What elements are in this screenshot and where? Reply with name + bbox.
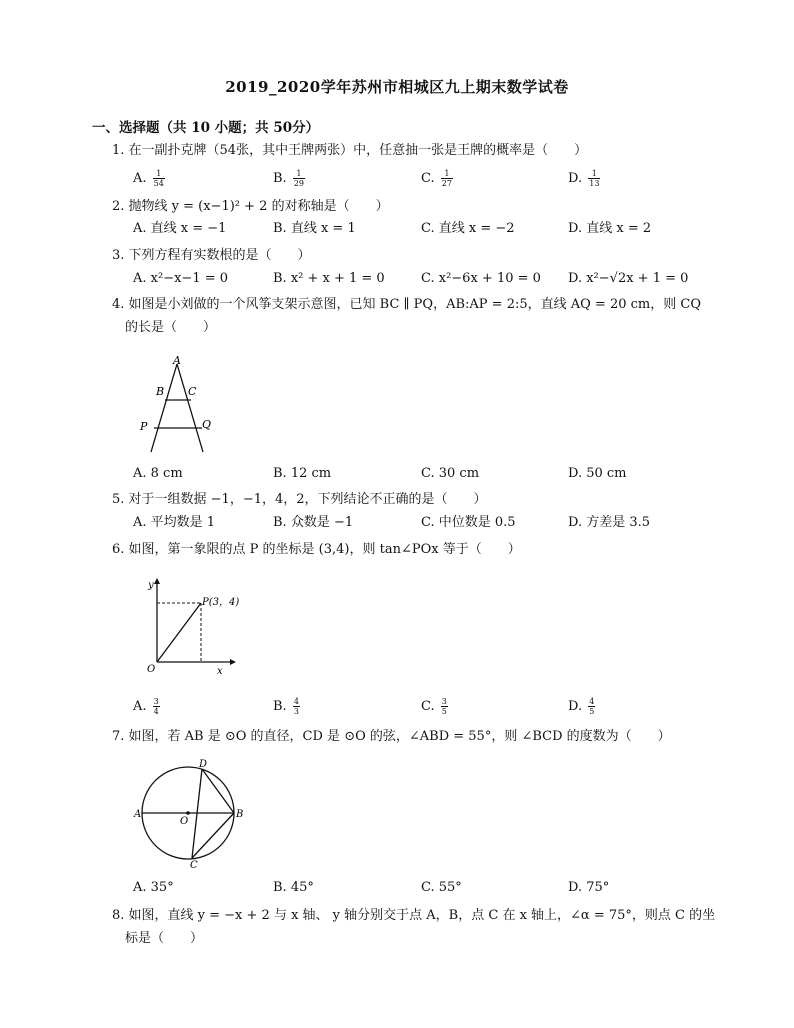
q3-option-b: B. x² + x + 1 = 0 xyxy=(273,271,385,286)
section-heading: 一、选择题（共 10 小题；共 50分） xyxy=(92,120,320,136)
q2-option-c: C. 直线 x = −2 xyxy=(421,221,515,236)
segment-aq xyxy=(177,364,203,452)
label-d: D xyxy=(199,759,208,770)
q6-option-b: B. $\frac{4}{3}$ xyxy=(273,697,299,716)
page-title: 2019_2020学年苏州市相城区九上期末数学试卷 xyxy=(225,78,569,96)
fraction: $\frac{1}{27}$ xyxy=(441,169,452,188)
question-4-stem-line1: 4. 如图是小刘做的一个风筝支架示意图，已知 BC ∥ PQ，AB:AP = 2:5，直线 AQ = 20 cm，则 CQ xyxy=(112,297,701,312)
q4-option-c: C. 30 cm xyxy=(421,466,480,481)
y-axis-arrow xyxy=(154,578,160,584)
q1-option-b: B. $\frac{1}{29}$ xyxy=(273,169,305,188)
q4-option-d: D. 50 cm xyxy=(568,466,627,481)
circle-diagram xyxy=(134,758,245,871)
segment-ap xyxy=(151,364,177,452)
q1-option-c: C. $\frac{1}{27}$ xyxy=(421,169,452,188)
q3-option-d: D. x²−√2x + 1 = 0 xyxy=(568,271,689,286)
q5-option-a: A. 平均数是 1 xyxy=(133,515,216,530)
q4-option-a: A. 8 cm xyxy=(133,466,183,481)
q1-option-d: D. $\frac{1}{13}$ xyxy=(568,169,600,188)
coordinate-diagram xyxy=(135,572,245,682)
label-a: A xyxy=(134,809,142,820)
q5-option-d: D. 方差是 3.5 xyxy=(568,515,651,530)
label-q: Q xyxy=(202,418,212,431)
segment-bd xyxy=(202,769,234,813)
segment-op xyxy=(157,603,201,662)
label-y: y xyxy=(148,580,154,591)
label-c: C xyxy=(188,385,197,398)
q6-option-c: C. $\frac{3}{5}$ xyxy=(421,697,447,716)
fraction: $\frac{3}{4}$ xyxy=(153,697,159,716)
label-p: P(3，4) xyxy=(202,597,240,608)
label-p: P xyxy=(140,420,148,433)
question-7-stem: 7. 如图，若 AB 是 ⊙O 的直径，CD 是 ⊙O 的弦，∠ABD = 55°，则 ∠BCD 的度数为（ ） xyxy=(112,729,671,744)
q6-option-a: A. $\frac{3}{4}$ xyxy=(133,697,159,716)
question-3-stem: 3. 下列方程有实数根的是（ ） xyxy=(112,248,311,263)
kite-frame-diagram xyxy=(130,350,230,460)
x-axis-arrow xyxy=(230,659,236,665)
label-a: A xyxy=(173,354,181,367)
label-o: O xyxy=(147,664,156,675)
question-2-stem: 2. 抛物线 y = (x−1)² + 2 的对称轴是（ ） xyxy=(112,199,389,214)
fraction: $\frac{1}{29}$ xyxy=(293,169,305,188)
label-b: B xyxy=(156,385,165,398)
q7-option-c: C. 55° xyxy=(421,880,462,895)
q3-option-a: A. x²−x−1 = 0 xyxy=(133,271,229,286)
question-8-stem-line2: 标是（ ） xyxy=(125,931,204,946)
q5-option-c: C. 中位数是 0.5 xyxy=(421,515,516,530)
q1-option-a: A. $\frac{1}{54}$ xyxy=(133,169,164,188)
fraction: $\frac{1}{13}$ xyxy=(589,169,600,188)
q5-option-b: B. 众数是 −1 xyxy=(273,515,354,530)
q2-option-d: D. 直线 x = 2 xyxy=(568,221,652,236)
label-c: C xyxy=(190,860,198,871)
question-5-stem: 5. 对于一组数据 −1，−1，4，2，下列结论不正确的是（ ） xyxy=(112,492,487,507)
question-4-stem-line2: 的长是（ ） xyxy=(125,320,217,335)
q6-option-d: D. $\frac{4}{5}$ xyxy=(568,697,595,716)
label-o: O xyxy=(180,816,189,827)
question-6-stem: 6. 如图，第一象限的点 P 的坐标是 (3,4)，则 tan∠POx 等于（ ） xyxy=(112,542,521,557)
question-8-stem-line1: 8. 如图，直线 y = −x + 2 与 x 轴、 y 轴分别交于点 A，B，点 C 在 x 轴上，∠α = 75°，则点 C 的坐 xyxy=(112,908,716,923)
q7-option-d: D. 75° xyxy=(568,880,610,895)
fraction: $\frac{4}{3}$ xyxy=(293,697,299,716)
q7-option-b: B. 45° xyxy=(273,880,314,895)
label-b: B xyxy=(236,809,244,820)
label-x: x xyxy=(217,666,223,677)
q4-option-b: B. 12 cm xyxy=(273,466,332,481)
center-point xyxy=(186,811,190,815)
q2-option-a: A. 直线 x = −1 xyxy=(133,221,227,236)
fraction: $\frac{3}{5}$ xyxy=(441,697,447,716)
fraction: $\frac{4}{5}$ xyxy=(589,697,595,716)
q2-option-b: B. 直线 x = 1 xyxy=(273,221,356,236)
q3-option-c: C. x²−6x + 10 = 0 xyxy=(421,271,541,286)
fraction: $\frac{1}{54}$ xyxy=(153,169,164,188)
question-1-stem: 1. 在一副扑克牌（54张，其中王牌两张）中，任意抽一张是王牌的概率是（ ） xyxy=(112,143,588,158)
q7-option-a: A. 35° xyxy=(133,880,174,895)
